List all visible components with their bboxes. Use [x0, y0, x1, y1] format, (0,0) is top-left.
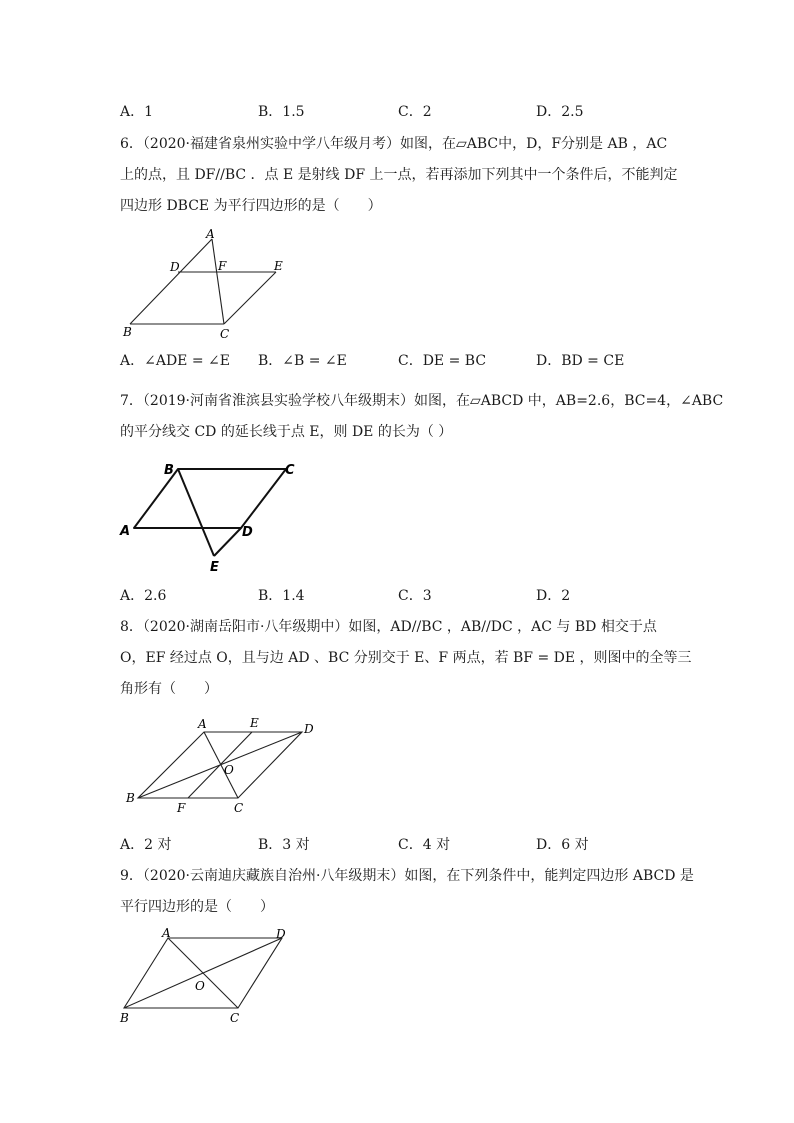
- q7-label-b: B: [164, 463, 174, 478]
- q7-option-b: B．1.4: [258, 588, 305, 604]
- q9-text-line1: 9．（2020·云南迪庆藏族自治州·八年级期末）如图，在下列条件中，能判定四边形 ABCD 是: [120, 868, 694, 884]
- q8-option-c: C．4 对: [398, 837, 451, 853]
- q6-option-c: C．DE = BC: [398, 353, 487, 369]
- q7-label-d: D: [242, 525, 253, 540]
- q8-label-d: D: [304, 722, 314, 736]
- q9-label-c: C: [230, 1011, 240, 1025]
- q9-text-line2: 平行四边形的是（ ）: [120, 899, 274, 915]
- q5-option-d: D．2.5: [536, 104, 584, 120]
- q6-option-d: D．BD = CE: [536, 353, 625, 369]
- q6-options: [120, 351, 680, 371]
- q9-label-b: B: [120, 1011, 129, 1025]
- q7-options: [120, 586, 680, 606]
- q7-label-a: A: [120, 524, 131, 539]
- q5-option-a: A．1: [120, 104, 154, 120]
- q6-option-b: B．∠B = ∠E: [258, 353, 347, 369]
- q7-text-line1: 7．（2019·河南省淮滨县实验学校八年级期末）如图，在▱ABCD 中，AB=2.6，BC=4，∠ABC: [120, 393, 724, 409]
- q8-label-o: O: [224, 763, 234, 777]
- q8-option-b: B．3 对: [258, 837, 310, 853]
- q6-label-c: C: [220, 327, 230, 341]
- q8-label-c: C: [234, 801, 244, 815]
- q8-label-b: B: [126, 791, 135, 805]
- q5-option-c: C．2: [398, 104, 432, 120]
- q7-option-a: A．2.6: [120, 588, 167, 604]
- q6-text-line1: 6．（2020·福建省泉州实验中学八年级月考）如图，在▱ABC中，D，F分别是 AB ，AC: [120, 136, 668, 152]
- q8-label-f: F: [177, 801, 186, 815]
- q7-option-c: C．3: [398, 588, 432, 604]
- q8-label-e: E: [250, 716, 259, 730]
- q5-options: [120, 102, 680, 122]
- q6-label-d: D: [170, 260, 180, 274]
- q8-label-a: A: [198, 717, 207, 731]
- q6-label-f: F: [218, 259, 227, 273]
- q8-text-line2: O，EF 经过点 O，且与边 AD 、BC 分别交于 E、F 两点，若 BF = DE ，则图中的全等三: [120, 650, 692, 666]
- q8-text-line1: 8．（2020·湖南岳阳市·八年级期中）如图，AD//BC ，AB//DC ，AC 与 BD 相交于点: [120, 619, 657, 635]
- q8-options: [120, 835, 680, 855]
- q7-text-line2: 的平分线交 CD 的延长线于点 E，则 DE 的长为（ ）: [120, 424, 453, 440]
- q6-label-a: A: [206, 227, 215, 241]
- q8-figure: [120, 712, 330, 818]
- q9-figure: [116, 924, 306, 1028]
- q6-text-line3: 四边形 DBCE 为平行四边形的是（ ）: [120, 198, 382, 214]
- q7-label-e: E: [210, 560, 219, 575]
- q6-figure: [118, 226, 298, 342]
- q9-label-a: A: [162, 926, 171, 940]
- q8-option-d: D．6 对: [536, 837, 589, 853]
- q8-text-line3: 角形有（ ）: [120, 681, 218, 697]
- q9-label-d: D: [276, 927, 286, 941]
- q6-text-line2: 上的点，且 DF//BC ．点 E 是射线 DF 上一点，若再添加下列其中一个条件后，不能判定: [120, 167, 678, 183]
- q5-option-b: B．1.5: [258, 104, 305, 120]
- q9-label-o: O: [195, 979, 205, 993]
- q7-label-c: C: [285, 463, 295, 478]
- q8-option-a: A．2 对: [120, 837, 172, 853]
- q6-label-e: E: [274, 259, 283, 273]
- q7-option-d: D．2: [536, 588, 571, 604]
- q6-label-b: B: [123, 325, 132, 339]
- q6-option-a: A．∠ADE = ∠E: [120, 353, 230, 369]
- q7-figure: [116, 456, 316, 576]
